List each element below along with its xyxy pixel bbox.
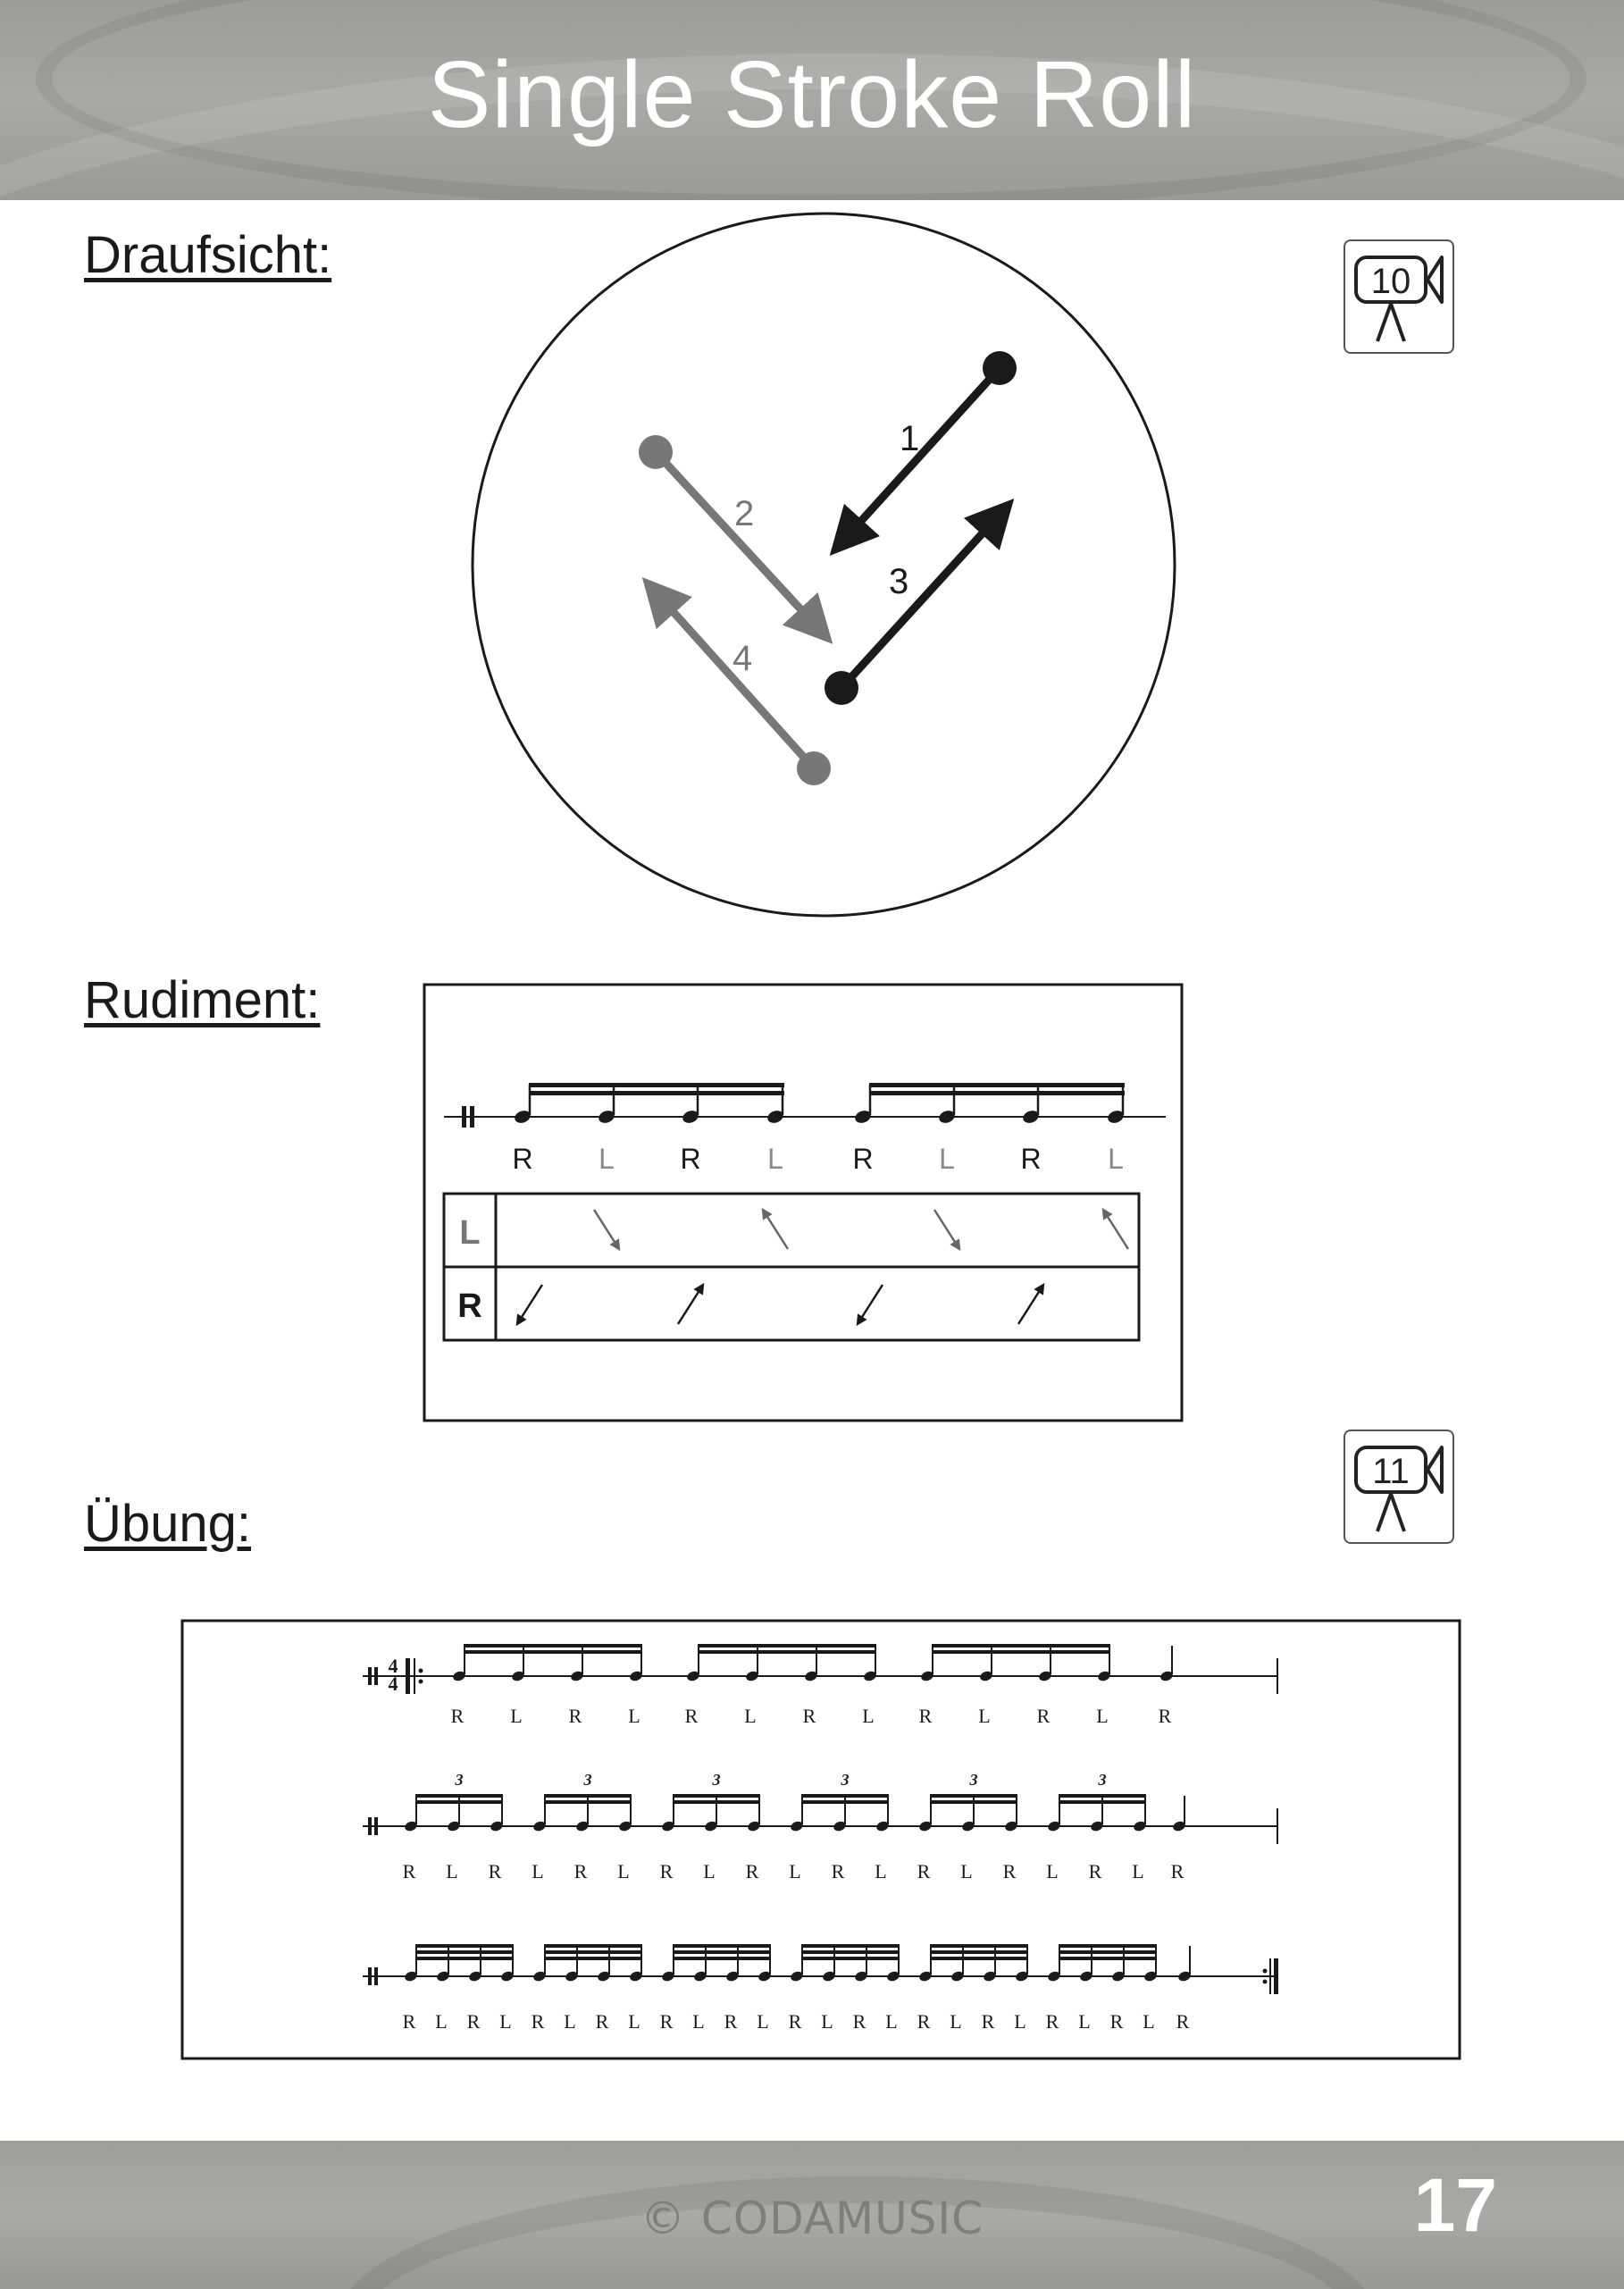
hand-row-label-l: L xyxy=(459,1214,481,1252)
beam xyxy=(1059,1794,1146,1798)
beam xyxy=(930,1800,1017,1804)
video-badge-number: 11 xyxy=(1372,1452,1410,1491)
sticking-letter: R xyxy=(1036,1705,1051,1727)
sticking-letter: R xyxy=(659,1860,674,1882)
sticking-letter: R xyxy=(531,2010,545,2033)
sticking-letter: R xyxy=(917,1860,931,1882)
triplet-mark: 3 xyxy=(1098,1771,1107,1789)
sticking-letter: R xyxy=(402,2010,416,2033)
sticking-letter: R xyxy=(1170,1860,1185,1882)
beam xyxy=(930,1794,1017,1798)
sticking-letter: L xyxy=(789,1860,801,1882)
sticking-letter: L xyxy=(744,1705,757,1727)
sticking-letter: R xyxy=(745,1860,759,1882)
beam xyxy=(801,1794,889,1798)
svg-text:4: 4 xyxy=(388,1673,398,1695)
beam xyxy=(544,1794,632,1798)
sticking-letter: L xyxy=(767,1143,783,1175)
beam xyxy=(415,1944,514,1948)
beam xyxy=(529,1091,784,1095)
beam xyxy=(930,1950,1028,1954)
sticking-letter: R xyxy=(1109,2010,1124,2033)
sticking-letter: R xyxy=(831,1860,845,1882)
beam xyxy=(673,1957,771,1960)
beam xyxy=(464,1644,642,1648)
sticking-letter: L xyxy=(875,1860,887,1882)
sticking-letter: R xyxy=(1158,1705,1172,1727)
beam xyxy=(544,1957,642,1960)
sticking-letter: R xyxy=(852,1143,874,1175)
page-title: Single Stroke Roll xyxy=(427,42,1197,147)
sticking-letter: L xyxy=(628,1705,640,1727)
sticking-letter: R xyxy=(450,1705,465,1727)
sticking-letter: R xyxy=(788,2010,802,2033)
sticking-letter: L xyxy=(862,1705,875,1727)
triplet-mark: 3 xyxy=(455,1771,464,1789)
beam xyxy=(1059,1957,1157,1960)
sticking-letter: L xyxy=(435,2010,448,2033)
sticking-letter: R xyxy=(1020,1143,1042,1175)
video-camera-icon xyxy=(1345,1431,1452,1542)
sticking-letter: R xyxy=(402,1860,416,1882)
section-label-top-view: Draufsicht: xyxy=(84,226,332,284)
triplet-mark: 3 xyxy=(969,1771,978,1789)
sticking-letter: L xyxy=(564,2010,576,2033)
footer-band xyxy=(0,2141,1624,2289)
sticking-letter: L xyxy=(532,1860,544,1882)
beam xyxy=(415,1957,514,1960)
section-label-rudiment: Rudiment: xyxy=(84,971,321,1029)
beam xyxy=(801,1800,889,1804)
sticking-letter: R xyxy=(466,2010,481,2033)
sticking-letter: R xyxy=(568,1705,582,1727)
sticking-letter: R xyxy=(802,1705,816,1727)
triplet-mark: 3 xyxy=(841,1771,850,1789)
svg-text:4: 4 xyxy=(388,1655,398,1677)
beam xyxy=(801,1957,900,1960)
beam xyxy=(869,1083,1125,1087)
triplet-mark: 3 xyxy=(712,1771,721,1789)
sticking-letter: L xyxy=(978,1705,991,1727)
beam xyxy=(464,1650,642,1654)
sticking-letter: L xyxy=(628,2010,640,2033)
beam xyxy=(932,1650,1110,1654)
beam xyxy=(801,1950,900,1954)
sticking-letter: L xyxy=(617,1860,630,1882)
sticking-letter: R xyxy=(659,2010,674,2033)
sticking-letter: L xyxy=(510,1705,523,1727)
page-number: 17 xyxy=(1413,2163,1497,2247)
beam xyxy=(1059,1944,1157,1948)
header-band xyxy=(0,0,1624,200)
video-badge-10[interactable] xyxy=(1344,239,1454,354)
rudiment-box xyxy=(423,983,1184,1422)
beam xyxy=(1059,1800,1146,1804)
video-camera-icon xyxy=(1345,241,1452,352)
sticking-letter: R xyxy=(595,2010,609,2033)
sticking-letter: R xyxy=(852,2010,866,2033)
beam xyxy=(544,1950,642,1954)
section-label-exercise: Übung: xyxy=(84,1495,252,1553)
sticking-letter: R xyxy=(1088,1860,1102,1882)
stroke-2-number: 2 xyxy=(734,494,755,533)
sticking-letter: R xyxy=(918,1705,933,1727)
drum-head-outline xyxy=(473,214,1175,916)
sticking-letter: L xyxy=(1078,2010,1091,2033)
video-badge-number: 10 xyxy=(1370,262,1411,301)
sticking-letter: L xyxy=(1096,1705,1109,1727)
beam xyxy=(930,1944,1028,1948)
sticking-letter: R xyxy=(1045,2010,1059,2033)
stroke-4-number: 4 xyxy=(732,639,753,678)
beam xyxy=(529,1083,784,1087)
beam xyxy=(544,1944,642,1948)
beam xyxy=(673,1944,771,1948)
sticking-letter: R xyxy=(1002,1860,1017,1882)
beam xyxy=(415,1800,503,1804)
beam xyxy=(869,1091,1125,1095)
beam xyxy=(932,1644,1110,1648)
sticking-letter: L xyxy=(499,2010,512,2033)
copyright-text: © CODAMUSIC xyxy=(640,2193,984,2244)
hand-row-label-r: R xyxy=(457,1287,482,1325)
sticking-letter: L xyxy=(1046,1860,1059,1882)
stroke-1-arrow xyxy=(836,351,1017,549)
sticking-letter: L xyxy=(692,2010,705,2033)
exercise-box xyxy=(180,1619,1461,2060)
sticking-letter: L xyxy=(446,1860,458,1882)
beam xyxy=(698,1650,876,1654)
drum-top-view-diagram xyxy=(465,211,1179,926)
sticking-letter: R xyxy=(512,1143,533,1175)
beam xyxy=(415,1794,503,1798)
sticking-letter: L xyxy=(960,1860,973,1882)
sticking-letter: L xyxy=(950,2010,962,2033)
sticking-letter: R xyxy=(573,1860,588,1882)
sticking-letter: L xyxy=(1143,2010,1155,2033)
sticking-letter: R xyxy=(1176,2010,1190,2033)
sticking-letter: R xyxy=(981,2010,995,2033)
sticking-letter: L xyxy=(1132,1860,1144,1882)
beam xyxy=(544,1800,632,1804)
sticking-letter: L xyxy=(703,1860,716,1882)
sticking-letter: R xyxy=(917,2010,931,2033)
sticking-letter: L xyxy=(1108,1143,1124,1175)
sticking-letter: R xyxy=(680,1143,701,1175)
beam xyxy=(673,1794,760,1798)
video-badge-11[interactable] xyxy=(1344,1430,1454,1544)
beam xyxy=(673,1800,760,1804)
beam xyxy=(415,1950,514,1954)
sticking-letter: R xyxy=(488,1860,502,1882)
sticking-letter: L xyxy=(821,2010,833,2033)
beam xyxy=(1059,1950,1157,1954)
sticking-letter: L xyxy=(599,1143,615,1175)
sticking-letter: L xyxy=(885,2010,898,2033)
sticking-letter: R xyxy=(684,1705,699,1727)
beam xyxy=(801,1944,900,1948)
stroke-3-number: 3 xyxy=(889,562,909,601)
sticking-letter: L xyxy=(939,1143,955,1175)
beam xyxy=(930,1957,1028,1960)
sticking-letter: L xyxy=(1014,2010,1026,2033)
triplet-mark: 3 xyxy=(583,1771,592,1789)
sticking-letter: R xyxy=(724,2010,738,2033)
beam xyxy=(673,1950,771,1954)
sticking-letter: L xyxy=(757,2010,769,2033)
stroke-1-number: 1 xyxy=(900,419,920,458)
beam xyxy=(698,1644,876,1648)
